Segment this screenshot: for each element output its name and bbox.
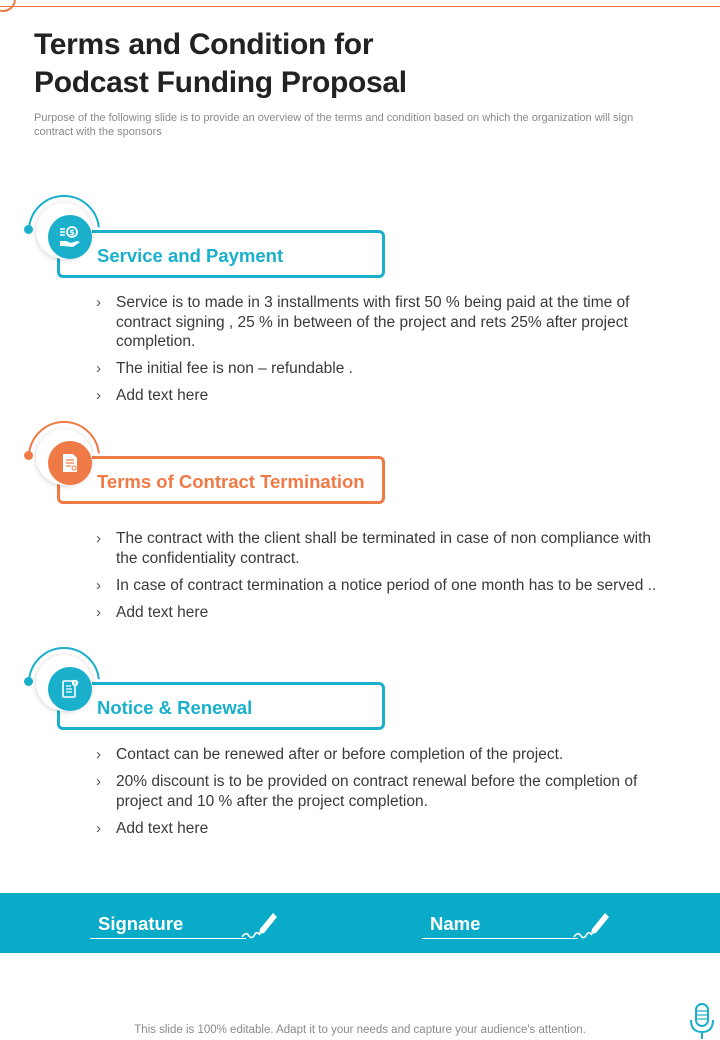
section-bullets — [96, 529, 676, 630]
list-item: › 20% discount is to be provided on contract renewal before the completion of project and 10 % after the project completion. — [96, 773, 638, 810]
chevron-right-icon: › — [96, 387, 101, 404]
icon-halo — [36, 655, 92, 711]
signature-label: Signature — [98, 913, 184, 934]
icon-halo — [36, 203, 92, 259]
ring-dot — [24, 225, 33, 234]
section-heading: Service and Payment — [97, 245, 284, 266]
chevron-right-icon: › — [96, 360, 101, 377]
section-heading: Terms of Contract Termination — [97, 471, 365, 492]
chevron-right-icon: › — [96, 819, 101, 837]
chevron-right-icon: › — [96, 746, 101, 763]
page-subtitle: Purpose of the following slide is to provide an overview of the terms and condition based on which the organization will sign contract with the sponsors — [34, 112, 634, 138]
icon-ring-base — [28, 421, 100, 493]
pen-icon — [572, 907, 612, 941]
section-heading: Notice & Renewal — [97, 697, 253, 718]
name-line — [422, 938, 578, 939]
section-bullets — [96, 745, 676, 846]
name-label: Name — [430, 913, 481, 934]
money-hand-icon — [48, 215, 92, 259]
list-item: › The contract with the client shall be terminated in case of non compliance with the confidentiality contract. — [96, 530, 652, 567]
footer-note: This slide is 100% editable. Adapt it to your needs and capture your audience's attention. — [134, 1024, 586, 1036]
page-title-line-1: Terms and Condition for — [34, 28, 374, 61]
list-item: › Add text here — [96, 387, 209, 404]
certificate-scroll-icon — [48, 667, 92, 711]
ring-dot — [24, 677, 33, 686]
chevron-right-icon: › — [96, 530, 101, 547]
section-bullets — [96, 293, 676, 413]
top-accent-line — [0, 6, 720, 7]
icon-ring-base — [28, 647, 100, 719]
microphone-icon — [688, 1002, 716, 1040]
contract-document-icon — [48, 441, 92, 485]
list-item: › Add text here — [96, 603, 209, 621]
icon-halo — [36, 429, 92, 485]
section-heading-box — [57, 456, 385, 504]
signature-band — [0, 893, 720, 953]
signature-line — [90, 938, 246, 939]
chevron-right-icon: › — [96, 294, 101, 311]
ring-dot — [24, 451, 33, 460]
chevron-right-icon: › — [96, 576, 101, 594]
list-item: › In case of contract termination a notice period of one month has to be served .. — [96, 576, 657, 594]
list-item: › Add text here — [96, 819, 209, 837]
pen-icon — [240, 907, 280, 941]
page-title — [34, 26, 634, 102]
chevron-right-icon: › — [96, 773, 101, 790]
chevron-right-icon: › — [96, 603, 101, 621]
page-title-line-2: Podcast Funding Proposal — [34, 66, 407, 99]
svg-text:$: $ — [69, 228, 75, 237]
icon-ring-base — [28, 195, 100, 267]
corner-decoration — [0, 0, 16, 12]
list-item: › Contact can be renewed after or before completion of the project. — [96, 746, 564, 763]
section-heading-box — [57, 230, 385, 278]
list-item: › Service is to made in 3 installments with first 50 % being paid at the time of contract signing , 25 % in between of the project and rets 25% after project completion. — [96, 294, 630, 350]
section-heading-box — [57, 682, 385, 730]
list-item: › The initial fee is non – refundable . — [96, 360, 353, 377]
